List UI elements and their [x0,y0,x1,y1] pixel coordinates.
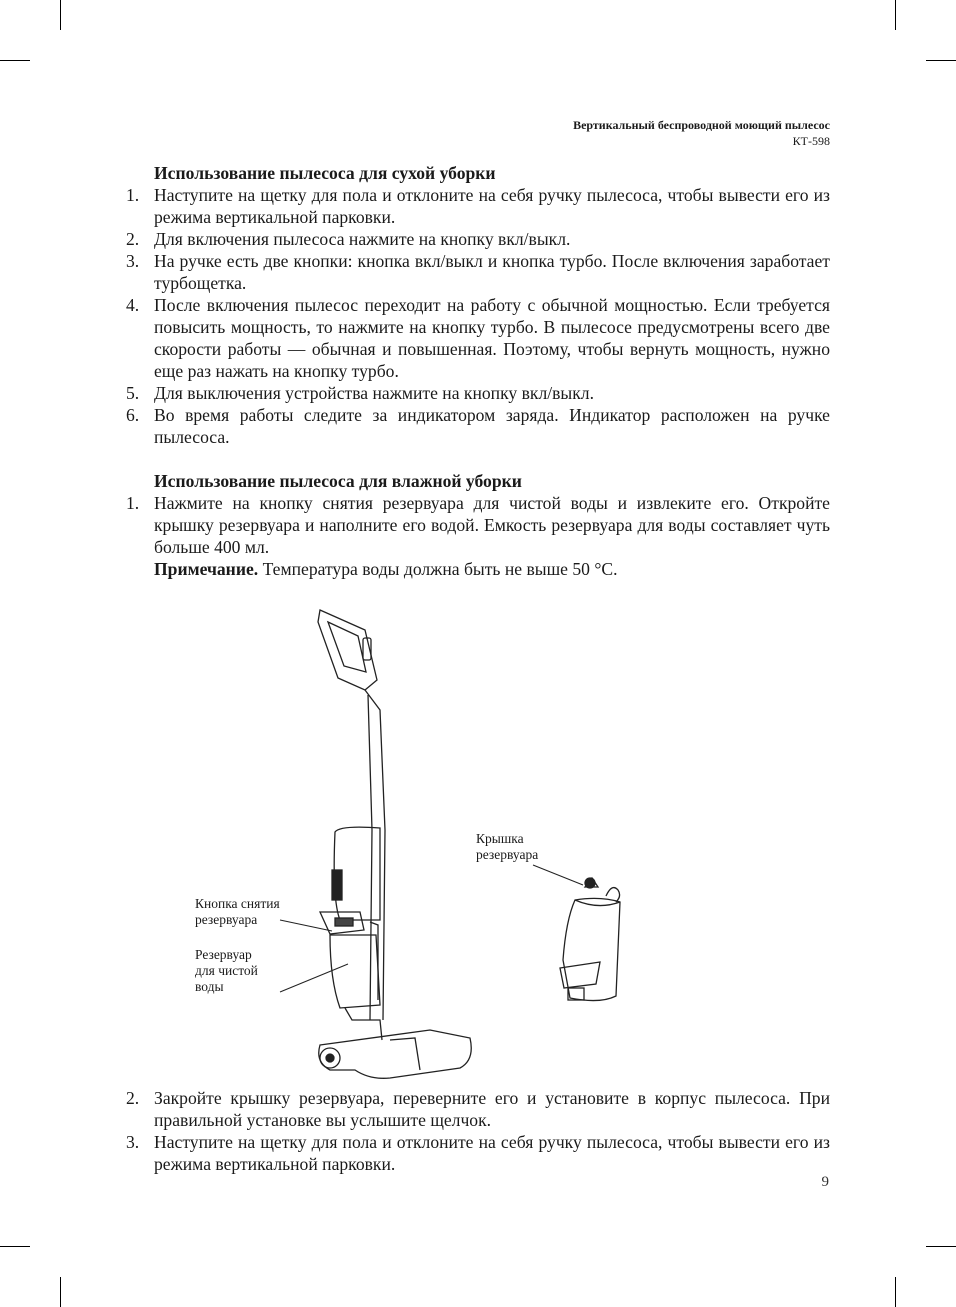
item-number: 3. [126,251,140,271]
shaft [365,690,385,1020]
list-item [120,404,830,448]
item-number: 4. [126,295,140,315]
detached-tank [563,898,620,1000]
item-text: После включения пылесос переходит на работу с обычной мощностью. Если требуется повысить мощность, то нажмите на кнопку турбо. В пылесосе предусмотрены всего две скорости работы — обычная и повышенная. Поэтому, чтобы вернуть мощность, нужно еще раз нажать на кнопку турбо. [154,295,830,381]
note [120,558,830,580]
wet-cleaning-title: Использование пылесоса для влажной уборки [154,471,522,491]
running-header [573,117,830,149]
handle-grip [318,610,377,690]
item-number: 6. [126,405,140,425]
item-text: Для включения пылесоса нажмите на кнопку вкл/выкл. [154,229,571,249]
item-number: 1. [126,185,140,205]
note-text: Температура воды должна быть не выше 50 °C. [258,559,618,579]
item-number: 2. [126,229,140,249]
list-item [120,492,830,558]
item-text: Нажмите на кнопку снятия резервуара для чистой воды и извлеките его. Откройте крышку резервуара и наполните его водой. Емкость резервуара для воды составляет чуть больше 400 мл. [154,493,830,557]
list-item [120,1087,830,1131]
crop-mark [895,1277,896,1307]
wet-cleaning-list [120,492,830,558]
item-number: 1. [126,493,140,513]
item-text: Наступите на щетку для пола и отклоните на себя ручку пылесоса, чтобы вывести его из режима вертикальной парковки. [154,1132,830,1174]
crop-mark [60,1277,61,1307]
item-number: 5. [126,383,140,403]
floor-head [319,1030,472,1078]
label-release-button: Кнопка снятия резервуара [195,896,280,927]
item-number: 2. [126,1088,140,1108]
wet-cleaning-list-continued [120,1087,830,1175]
list-item [120,250,830,294]
label-clean-water-tank: Резервуар для чистой воды [195,947,258,994]
list-item [120,184,830,228]
list-item [120,1131,830,1175]
crop-mark [0,60,30,61]
tank-leader-line [280,964,348,992]
tank-shape [330,935,380,1008]
item-text: Наступите на щетку для пола и отклоните на себя ручку пылесоса, чтобы вывести его из режима вертикальной парковки. [154,185,830,227]
note-label: Примечание. [154,559,259,579]
crop-mark [895,0,896,30]
item-text: Для выключения устройства нажмите на кнопку вкл/выкл. [154,383,594,403]
vacuum-illustration [180,600,660,1090]
vacuum-figure [180,600,660,1090]
crop-mark [926,60,956,61]
page-number: 9 [821,1174,829,1190]
dry-cleaning-title: Использование пылесоса для сухой уборки [154,163,496,183]
crop-mark [926,1246,956,1247]
list-item [120,294,830,382]
lid-leader-line [533,865,583,885]
list-item [120,382,830,404]
item-text: Закройте крышку резервуара, переверните его и установите в корпус пылесоса. При правильной установке вы услышите щелчок. [154,1088,830,1130]
item-text: На ручке есть две кнопки: кнопка вкл/выкл и кнопка турбо. После включения заработает турбощетка. [154,251,830,293]
list-item [120,228,830,250]
header-title: Вертикальный беспроводной моющий пылесос [573,118,830,132]
item-number: 3. [126,1132,140,1152]
crop-mark [0,1246,30,1247]
crop-mark [60,0,61,30]
dry-cleaning-list [120,184,830,448]
header-model: КТ-598 [792,134,830,148]
label-tank-lid: Крышка резервуара [476,831,539,862]
item-text: Во время работы следите за индикатором заряда. Индикатор расположен на ручке пылесоса. [154,405,830,447]
main-content [120,162,830,580]
